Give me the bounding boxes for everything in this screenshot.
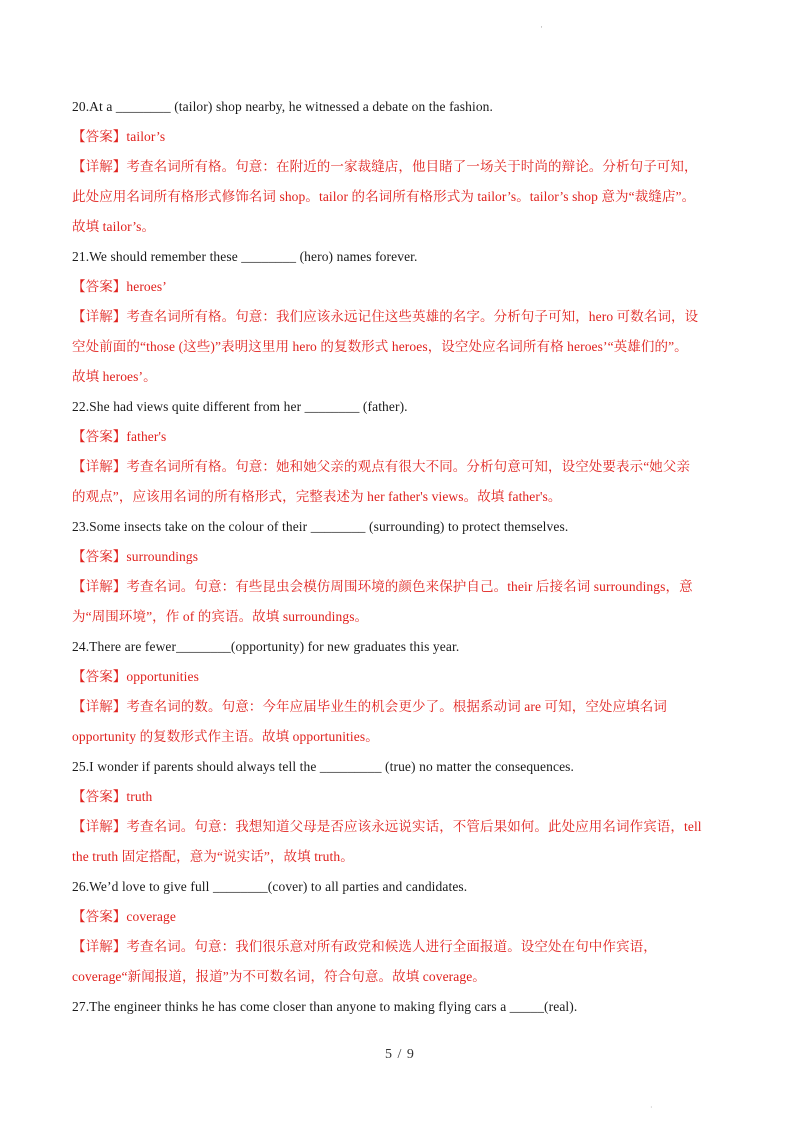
explanation-line: opportunity 的复数形式作主语。故填 opportunities。 bbox=[72, 729, 379, 744]
question-line: 21.We should remember these ________ (hero) names forever. bbox=[72, 249, 418, 264]
answer-line: 【答案】opportunities bbox=[72, 669, 199, 684]
explanation-line: 为“周围环境”，作 of 的宾语。故填 surroundings。 bbox=[72, 609, 369, 624]
explanation-line: 空处前面的“those (这些)”表明这里用 hero 的复数形式 heroes，设空处应名词所有格 heroes’“英雄们的”。 bbox=[72, 339, 688, 354]
question-line: 27.The engineer thinks he has come closer than anyone to making flying cars a _____(real). bbox=[72, 999, 578, 1014]
explanation-line: 的观点”，应该用名词的所有格形式，完整表述为 her father's views。故填 father's。 bbox=[72, 489, 562, 504]
answer-line: 【答案】tailor’s bbox=[72, 129, 166, 144]
explanation-line: 此处应用名词所有格形式修饰名词 shop。tailor 的名词所有格形式为 tailor’s。tailor’s shop 意为“裁缝店”。 bbox=[72, 189, 696, 204]
question-line: 20.At a ________ (tailor) shop nearby, he witnessed a debate on the fashion. bbox=[72, 99, 493, 114]
explanation-line: coverage“新闻报道，报道”为不可数名词，符合句意。故填 coverage。 bbox=[72, 969, 486, 984]
answer-line: 【答案】coverage bbox=[72, 909, 176, 924]
question-line: 24.There are fewer________(opportunity) for new graduates this year. bbox=[72, 639, 460, 654]
explanation-line: 【详解】考查名词所有格。句意：在附近的一家裁缝店，他目睹了一场关于时尚的辩论。分析句子可知， bbox=[72, 159, 698, 174]
question-line: 23.Some insects take on the colour of their ________ (surrounding) to protect themselves. bbox=[72, 519, 569, 534]
explanation-line: 【详解】考查名词。句意：有些昆虫会模仿周围环境的颜色来保护自己。their 后接名词 surroundings，意 bbox=[72, 579, 693, 594]
explanation-line: 【详解】考查名词。句意：我想知道父母是否应该永远说实话，不管后果如何。此处应用名词作宾语，tell bbox=[72, 819, 702, 834]
answer-line: 【答案】surroundings bbox=[72, 549, 199, 564]
explanation-line: 【详解】考查名词的数。句意：今年应届毕业生的机会更少了。根据系动词 are 可知，空处应填名词 bbox=[72, 699, 667, 714]
page-footer-mark: · bbox=[650, 1103, 653, 1112]
document-body bbox=[72, 92, 732, 1022]
explanation-line: 故填 tailor’s。 bbox=[72, 219, 156, 234]
question-line: 25.I wonder if parents should always tell the _________ (true) no matter the consequences. bbox=[72, 759, 574, 774]
page-header-mark: · bbox=[540, 22, 543, 32]
question-line: 22.She had views quite different from her ________ (father). bbox=[72, 399, 408, 414]
answer-line: 【答案】father's bbox=[72, 429, 167, 444]
answer-line: 【答案】truth bbox=[72, 789, 153, 804]
answer-line: 【答案】heroes’ bbox=[72, 279, 167, 294]
explanation-line: the truth 固定搭配，意为“说实话”，故填 truth。 bbox=[72, 849, 354, 864]
page-number: 5 / 9 bbox=[385, 1047, 415, 1062]
question-line: 26.We’d love to give full ________(cover) to all parties and candidates. bbox=[72, 879, 468, 894]
explanation-line: 故填 heroes’。 bbox=[72, 369, 157, 384]
explanation-line: 【详解】考查名词所有格。句意：我们应该永远记住这些英雄的名字。分析句子可知，hero 可数名词，设 bbox=[72, 309, 699, 324]
explanation-line: 【详解】考查名词所有格。句意：她和她父亲的观点有很大不同。分析句意可知，设空处要表示“她父亲 bbox=[72, 459, 691, 474]
explanation-line: 【详解】考查名词。句意：我们很乐意对所有政党和候选人进行全面报道。设空处在句中作宾语， bbox=[72, 939, 657, 954]
